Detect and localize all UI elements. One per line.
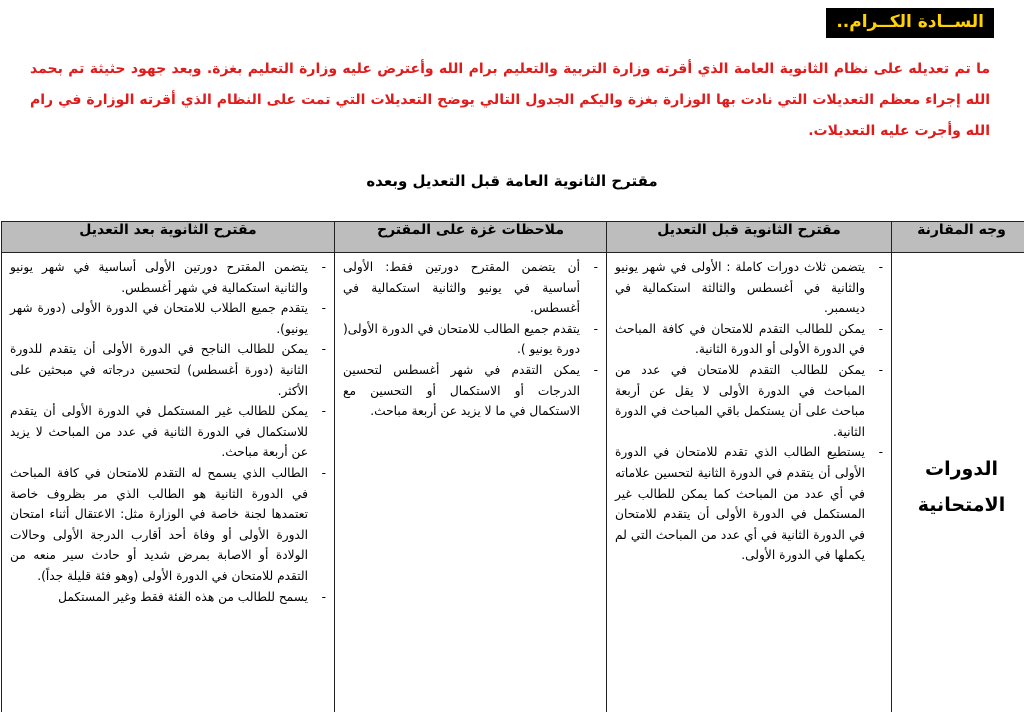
- bullet-dash: -: [878, 362, 883, 377]
- intro-paragraph: ما تم تعديله على نظام الثانوية العامة الذي أقرته وزارة التربية والتعليم برام الله وأعترض عليه وزارة التعليم بغزة. وبعد جهود حثيثة تم بحمد الله إجراء معظم التعديلات التي نادت بها الوزارة بغزة واليكم الجدول التالي يوضح التعديلات التي تمت على النظام الذي أقرته الوزارة في رام الله وأجرت عليه التعديلات.: [30, 61, 990, 139]
- table-row: [2, 253, 1024, 712]
- cell-before: [607, 253, 892, 712]
- cell-gaza-notes: [335, 253, 607, 712]
- bullet-dash: -: [321, 342, 326, 357]
- comparison-table: [1, 221, 1024, 712]
- list-item: - يتضمن ثلاث دورات كاملة : الأولى في شهر يونيو والثانية في أغسطس والثالثة استكمالية في ديسمبر.: [615, 257, 883, 319]
- list-item: - يمكن التقدم في شهر أغسطس لتحسين الدرجات أو الاستكمال أو التحسين مع الاستكمال في ما لا يزيد عن أربعة مباحث.: [343, 360, 598, 422]
- list-item: - يستطيع الطالب الذي تقدم للامتحان في الدورة الأولى أن يتقدم في الدورة الثانية لتحسين علاماته في أي عدد من المباحث كما يمكن للطالب غير المستكمل في الدورة الأولى أن يتقدم للامتحان في الدورة الثانية في أي عدد من المباحث التي لم يكملها في الدورة الأولى.: [615, 442, 883, 566]
- bullet-dash: -: [593, 260, 598, 274]
- bullet-dash: -: [321, 404, 326, 419]
- list-item: - يمكن للطالب التقدم للامتحان في كافة المباحث في الدورة الأولى أو الدورة الثانية.: [615, 319, 883, 360]
- bullet-dash: -: [878, 321, 883, 336]
- bullet-dash: -: [321, 465, 326, 480]
- bullet-dash: -: [321, 589, 326, 604]
- before-list: [615, 257, 883, 566]
- greeting-badge: [826, 8, 994, 38]
- header-aspect: وجه المقارنة: [892, 222, 1024, 253]
- bullet-dash: -: [321, 301, 326, 316]
- list-item: - الطالب الذي يسمح له التقدم للامتحان في كافة المباحث في الدورة الثانية هو الطالب الذي مر بظروف خاصة تعتمدها لجنة خاصة في الوزارة مثل: الاعتقال أثناء امتحان الدورة الأولى أو وفاة أحد أقارب الدرجة الأولى وحالات الولادة أو الاصابة بمرض شديد أو حادث سير منعه من التقدم للامتحان في الدورة الأولى (وهو فئة قليلة جداً).: [10, 463, 326, 587]
- bullet-dash: -: [593, 362, 598, 377]
- cell-aspect: [892, 253, 1024, 712]
- list-item: - يتقدم جميع الطالب للامتحان في الدورة الأولى( دورة يونيو ).: [343, 319, 598, 360]
- list-item: - يسمح للطالب من هذه الفئة فقط وغير المستكمل: [10, 587, 326, 608]
- bullet-dash: -: [321, 260, 326, 274]
- header-after: مقترح الثانوية بعد التعديل: [2, 222, 335, 253]
- section-title: مقترح الثانوية العامة قبل التعديل وبعده: [366, 172, 658, 190]
- list-item: - يتقدم جميع الطلاب للامتحان في الدورة الأولى (دورة شهر يونيو).: [10, 298, 326, 339]
- aspect-label: الدورات الامتحانية: [917, 458, 1006, 516]
- bullet-dash: -: [878, 445, 883, 460]
- list-item: - يمكن للطالب الناجح في الدورة الأولى أن يتقدم للدورة الثانية (دورة أغسطس) لتحسين درجاته في مبحثين على الأكثر.: [10, 339, 326, 401]
- header-gaza-notes: ملاحظات غزة على المقترح: [335, 222, 607, 253]
- list-item: - يمكن للطالب غير المستكمل في الدورة الأولى أن يتقدم للاستكمال في الدورة الثانية في عدد من المباحث لا يزيد عن أربعة مباحث.: [10, 401, 326, 463]
- gaza-notes-list: [343, 257, 598, 422]
- header-before: مقترح الثانوية قبل التعديل: [607, 222, 892, 253]
- bullet-dash: -: [593, 321, 598, 336]
- list-item: - يمكن للطالب التقدم للامتحان في عدد من المباحث في الدورة الأولى لا يقل عن أربعة مباحث على أن يستكمل باقي المباحث في الدورة الثانية.: [615, 360, 883, 442]
- bullet-dash: -: [878, 260, 883, 274]
- cell-after: [2, 253, 335, 712]
- list-item: - يتضمن المقترح دورتين الأولى أساسية في شهر يونيو والثانية استكمالية في شهر أغسطس.: [10, 257, 326, 298]
- after-list: [10, 257, 326, 607]
- greeting-text: الســادة الكــرام..: [836, 12, 984, 32]
- list-item: - أن يتضمن المقترح دورتين فقط: الأولى أساسية في يونيو والثانية استكمالية في أغسطس.: [343, 257, 598, 319]
- table-header-row: [2, 222, 1024, 253]
